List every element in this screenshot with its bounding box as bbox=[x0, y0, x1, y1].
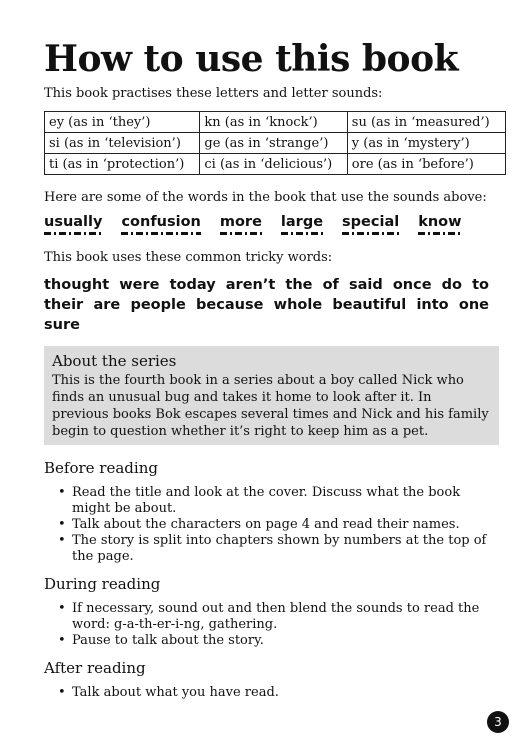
table-row bbox=[45, 112, 506, 133]
list-item: • Talk about the characters on page 4 and read their names. bbox=[56, 517, 496, 533]
list-item: • The story is split into chapters shown by numbers at the top of the page. bbox=[56, 533, 496, 565]
list-item: • Pause to talk about the story. bbox=[56, 633, 496, 649]
table-cell: ore (as in ‘before’) bbox=[347, 154, 505, 175]
table-row bbox=[45, 154, 506, 175]
after-reading-heading: After reading bbox=[44, 659, 146, 677]
during-reading-heading: During reading bbox=[44, 575, 161, 593]
example-word: know bbox=[418, 212, 461, 236]
table-cell: ge (as in ‘strange’) bbox=[200, 133, 347, 154]
example-word: special bbox=[342, 212, 399, 236]
about-series-text: This is the fourth book in a series about a boy called Nick who finds an unusual bug and takes it home to look after it. In previous books Bok escapes several times and Nick and his family begin to question whether it’s right to keep him as a pet. bbox=[52, 373, 489, 439]
table-cell: kn (as in ‘knock’) bbox=[200, 112, 347, 133]
page-number: 3 bbox=[487, 711, 509, 733]
table-cell: si (as in ‘television’) bbox=[45, 133, 200, 154]
about-series-heading: About the series bbox=[52, 352, 177, 370]
table-cell: ey (as in ‘they’) bbox=[45, 112, 200, 133]
letter-sounds-table bbox=[44, 111, 506, 175]
table-cell: su (as in ‘measured’) bbox=[347, 112, 505, 133]
during-reading-list bbox=[56, 601, 496, 649]
about-series-box bbox=[44, 346, 499, 445]
example-word: confusion bbox=[121, 212, 200, 236]
intro-text: This book practises these letters and letter sounds: bbox=[44, 86, 383, 101]
table-cell: ti (as in ‘protection’) bbox=[45, 154, 200, 175]
table-cell: y (as in ‘mystery’) bbox=[347, 133, 505, 154]
list-item: • If necessary, sound out and then blend the sounds to read the word: g-a-th-er-i-ng, gathering. bbox=[56, 601, 496, 633]
tricky-words-intro: This book uses these common tricky words: bbox=[44, 250, 333, 265]
table-row bbox=[45, 133, 506, 154]
list-item: • Read the title and look at the cover. Discuss what the book might be about. bbox=[56, 485, 496, 517]
before-reading-heading: Before reading bbox=[44, 459, 158, 477]
example-words bbox=[44, 212, 462, 236]
list-item: • Talk about what you have read. bbox=[56, 685, 496, 701]
page-title: How to use this book bbox=[44, 38, 459, 80]
example-word: large bbox=[281, 212, 323, 236]
before-reading-list bbox=[56, 485, 496, 565]
example-words-intro: Here are some of the words in the book that use the sounds above: bbox=[44, 190, 487, 205]
example-word: usually bbox=[44, 212, 102, 236]
example-word: more bbox=[220, 212, 262, 236]
table-cell: ci (as in ‘delicious’) bbox=[200, 154, 347, 175]
after-reading-list bbox=[56, 685, 496, 701]
tricky-words: thought were today aren’t the of said once do to their are people because whole beautiful into one sure bbox=[44, 277, 489, 333]
